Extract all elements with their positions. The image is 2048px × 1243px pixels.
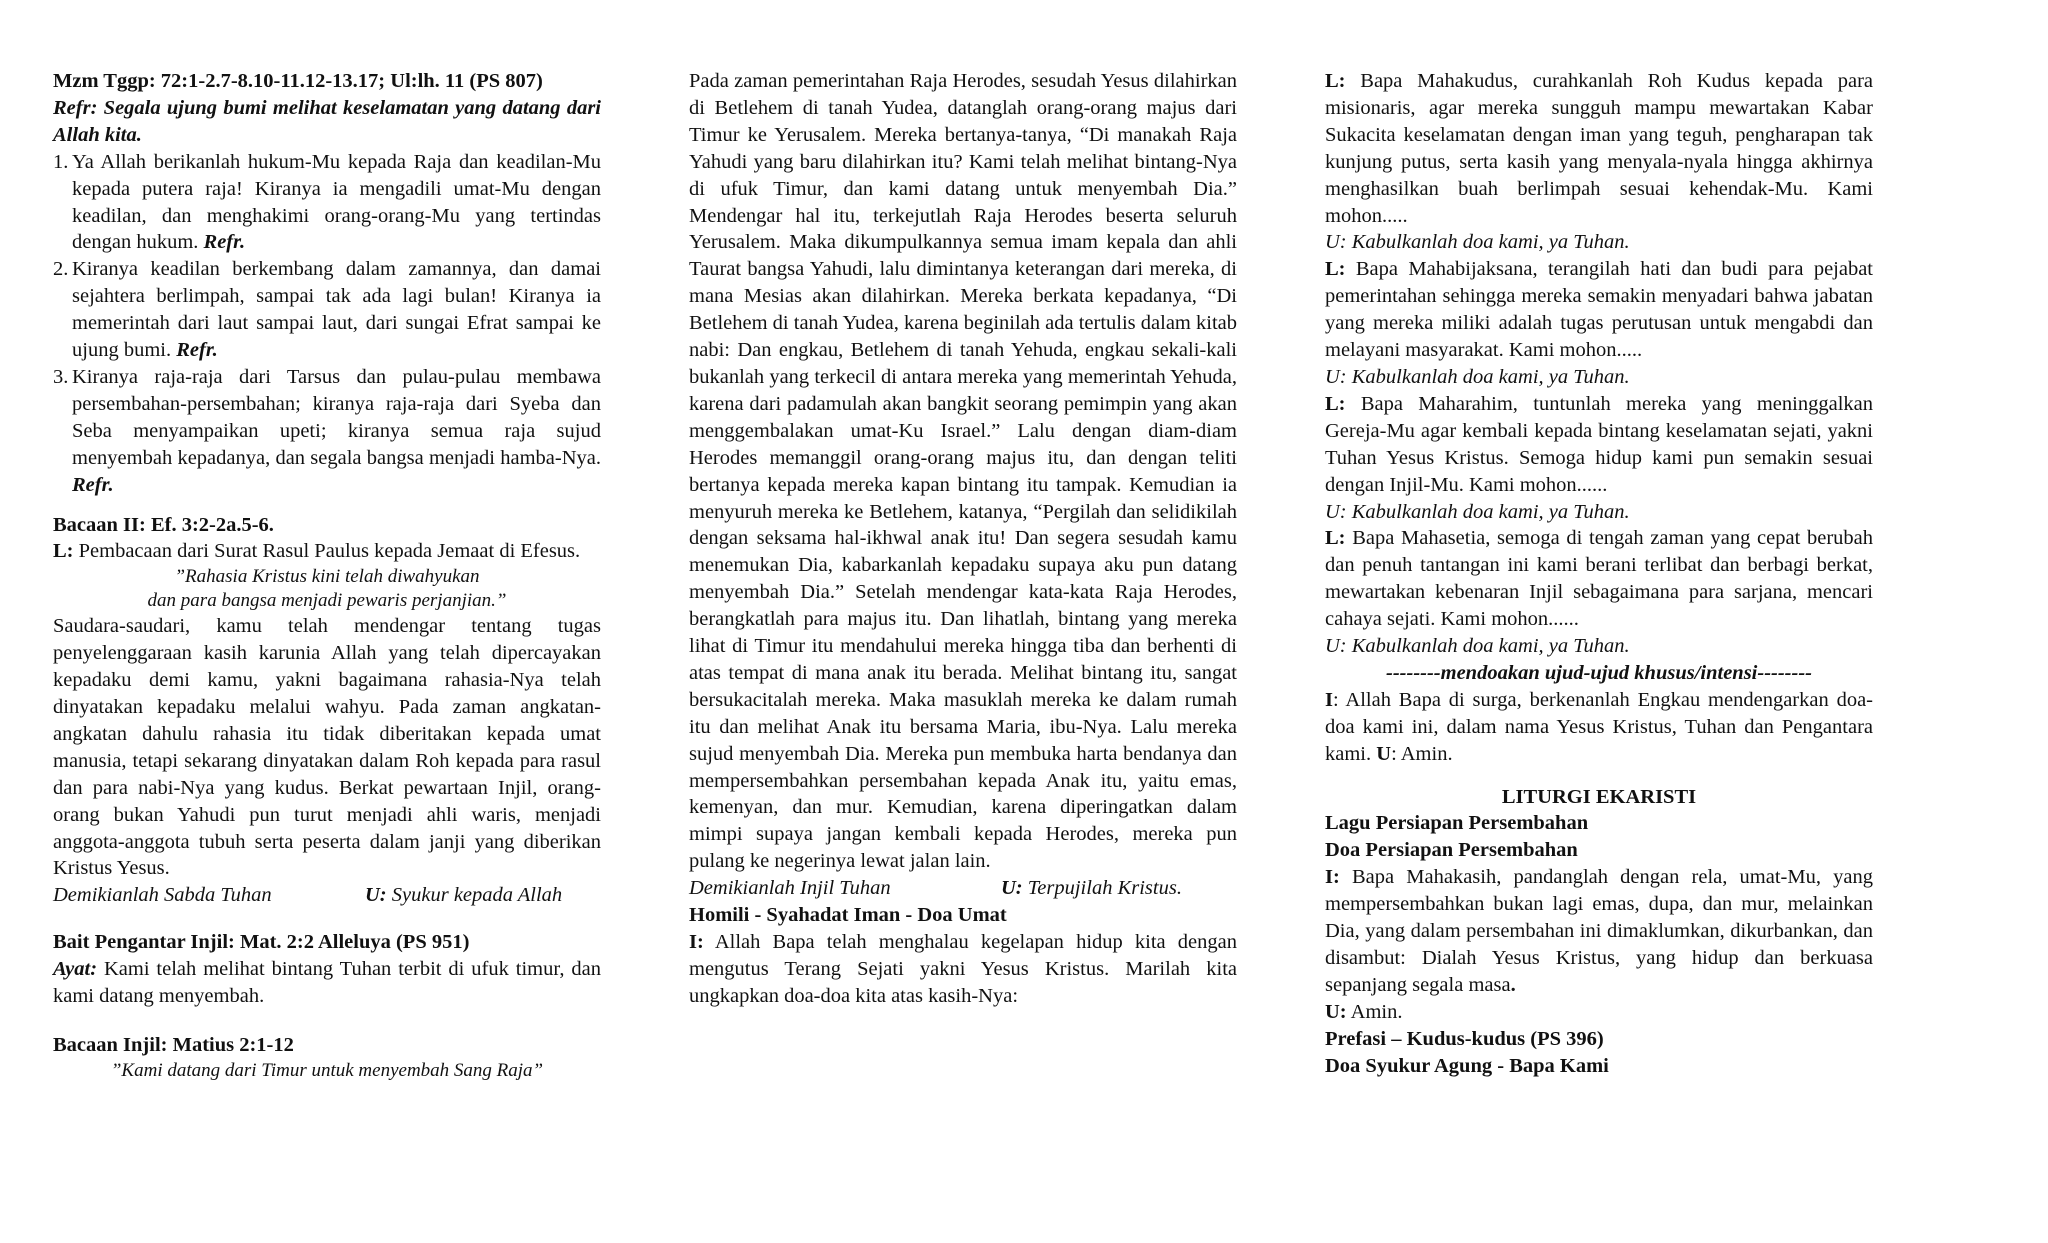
closing-prayer (1325, 687, 1873, 768)
people-label: U: (1001, 877, 1023, 900)
acclamation-heading: Bait Pengantar Injil: Mat. 2:2 Alleluya (PS 951) (53, 931, 470, 954)
verse-text: Ya Allah berikanlah hukum-Mu kepada Raja dan keadilan-Mu kepada putera raja! Kiranya ia mengadili umat-Mu dengan keadilan, dan menghakimi orang-orang-Mu yang tertindas dengan hukum. (72, 150, 601, 254)
psalm-verse (53, 364, 601, 499)
petition-text: Bapa Mahabijaksana, terangilah hati dan budi para pejabat pemerintahan sehingga mereka semakin menyadari bahwa jabatan yang mereka miliki adalah tugas perutusan untuk mengabdi dan melayani masyarakat. Kami mohon..... (1325, 258, 1874, 362)
offertory-end: . (1510, 973, 1516, 996)
people-label: U (1376, 742, 1392, 765)
lector-label: L: (1325, 392, 1346, 415)
verse-number: 1. (53, 150, 69, 173)
verse-text: Kiranya raja-raja dari Tarsus dan pulau-pulau membawa persembahan-persembahan; kiranya raja-raja dari Syeba dan Seba menyampaikan upeti; kiranya semua raja sujud menyembah kepadanya, dan segala bangsa menjadi hamba-Nya. (72, 365, 601, 469)
lector-label: L: (1325, 527, 1346, 550)
closing-prayer-text: : Allah Bapa di surga, berkenanlah Engkau mendengarkan doa-doa kami ini, dalam nama Yesus Kristus, Tuhan dan Pengantara kami. (1325, 688, 1873, 765)
reading2-closing (53, 882, 601, 909)
lector-label: L: (1325, 70, 1346, 92)
column-right (1325, 68, 1873, 1080)
preface-heading: Prefasi – Kudus-kudus (PS 396) (1325, 1027, 1604, 1050)
offertory-song: Lagu Persiapan Persembahan (1325, 812, 1589, 835)
gospel-closing (689, 875, 1237, 902)
closing-amen: : Amin. (1391, 742, 1453, 765)
reading2-closing-left: Demikianlah Sabda Tuhan (53, 884, 272, 907)
reading2-intro (53, 538, 601, 565)
gospel-quote: ”Kami datang dari Timur untuk menyembah Sang Raja” (110, 1059, 544, 1081)
petition (1325, 391, 1873, 499)
homily-heading: Homili - Syahadat Iman - Doa Umat (689, 904, 1007, 927)
psalm-heading: Mzm Tggp: 72:1-2.7-8.10-11.12-13.17; Ul:lh. 11 (PS 807) (53, 70, 543, 92)
column-middle (689, 68, 1237, 1010)
amen-text: Amin. (1350, 1000, 1403, 1023)
reading2-quote-line1: ”Rahasia Kristus kini telah diwahyukan (174, 566, 480, 588)
petition (1325, 525, 1873, 633)
reading2-quote-line2: dan para bangsa menjadi pewaris perjanjian.” (147, 590, 507, 612)
petition (1325, 256, 1873, 364)
offertory-prayer-text: Bapa Mahakasih, pandanglah dengan rela, umat-Mu, yang mempersembahkan bukan lagi emas, dupa, dan mur, melainkan Dia, yang dalam persembahan ini dimaklumkan, dikurbankan, dan disambut: Dialah Yesus Kristus, yang hidup dan berkuasa sepanjang segala masa (1325, 866, 1873, 996)
reading2-intro-text: Pembacaan dari Surat Rasul Paulus kepada Jemaat di Efesus. (78, 540, 581, 563)
gospel-closing-left: Demikianlah Injil Tuhan (689, 877, 891, 900)
psalm-refrain: Refr: Segala ujung bumi melihat keselamatan yang datang dari Allah kita. (53, 96, 601, 146)
verse-number: 2. (53, 258, 69, 281)
verse-refrain: Refr. (72, 473, 114, 496)
offertory-prayer-heading: Doa Persiapan Persembahan (1325, 839, 1578, 862)
petition-response: U: Kabulkanlah doa kami, ya Tuhan. (1325, 231, 1630, 254)
liturgy-heading: LITURGI EKARISTI (1501, 785, 1697, 808)
psalm-verse (53, 256, 601, 364)
verse-text: Kiranya keadilan berkembang dalam zamannya, dan damai sejahtera berlimpah, sampai tak ada lagi bulan! Kiranya ia memerintah dari laut sampai laut, dari sungai Efrat sampai ke ujung bumi. (72, 258, 601, 362)
people-label: U: (365, 884, 387, 907)
lector-label: L: (53, 540, 74, 563)
gospel-closing-right: Terpujilah Kristus. (1027, 877, 1182, 900)
petition-text: Bapa Mahakudus, curahkanlah Roh Kudus kepada para misionaris, agar mereka sungguh mampu mewartakan Kabar Sukacita keselamatan dengan iman yang teguh, pengharapan tak kunjung putus, serta kasih yang menyala-nyala hingga akhirnya menghasilkan buah berlimpah sesuai kehendak-Mu. Kami mohon..... (1325, 70, 1874, 227)
verse-number: 3. (53, 365, 69, 388)
acclamation-text: Kami telah melihat bintang Tuhan terbit di ufuk timur, dan kami datang menyembah. (53, 958, 602, 1008)
lector-label: L: (1325, 258, 1346, 281)
petition-text: Bapa Mahasetia, semoga di tengah zaman yang cepat berubah dan penuh tantangan ini kami berani terlibat dan berbagi berkat, mewartakan kebenaran Injil sebagaimana para sarjana, mencari cahaya sejati. Kami mohon...... (1325, 527, 1873, 631)
petition-text: Bapa Maharahim, tuntunlah mereka yang meninggalkan Gereja-Mu agar kembali kepada bintang keselamatan sejati, yakni Tuhan Yesus Kristus. Semoga hidup kami pun semakin sesuai dengan Injil-Mu. Kami mohon...... (1325, 392, 1873, 496)
priest-label: I: (1325, 866, 1340, 889)
petition (1325, 68, 1873, 229)
people-label: U: (1325, 1000, 1347, 1023)
eucharistic-prayer-heading: Doa Syukur Agung - Bapa Kami (1325, 1054, 1609, 1077)
petition-response: U: Kabulkanlah doa kami, ya Tuhan. (1325, 500, 1630, 523)
reading2-closing-right: Syukur kepada Allah (391, 884, 563, 907)
priest-label: I: (689, 931, 704, 953)
reading2-heading: Bacaan II: Ef. 3:2-2a.5-6. (53, 513, 274, 536)
priest-label: I (1325, 688, 1333, 711)
prayer-intro-text: Allah Bapa telah menghalau kegelapan hidup kita dengan mengutus Terang Sejati yakni Yesus Kristus. Marilah kita ungkapkan doa-doa kita atas kasih-Nya: (689, 931, 1237, 1007)
acclamation (53, 956, 601, 1010)
intentions-line: --------mendoakan ujud-ujud khusus/intensi-------- (1386, 661, 1812, 684)
column-left (53, 68, 601, 1083)
verse-refrain: Refr. (203, 231, 246, 254)
offertory-prayer (1325, 864, 1873, 999)
reading2-body: Saudara-saudari, kamu telah mendengar tentang tugas penyelenggaraan kasih karunia Allah yang telah dipercayakan kepadaku demi kamu, yakni bagaimana rahasia-Nya telah dinyatakan kepadaku melalui wahyu. Pada zaman angkatan-angkatan dahulu rahasia itu tidak diberitakan kepada umat manusia, tetapi sekarang dinyatakan dalam Roh kepada para rasul dan para nabi-Nya yang kudus. Berkat pewartaan Injil, orang-orang bukan Yahudi pun turut menjadi ahli waris, menjadi anggota-anggota tubuh serta peserta dalam janji yang diberikan Kristus Yesus. (53, 615, 601, 880)
verse-refrain: Refr. (176, 339, 218, 362)
gospel-heading: Bacaan Injil: Matius 2:1-12 (53, 1034, 294, 1056)
psalm-verse (53, 149, 601, 257)
petition-response: U: Kabulkanlah doa kami, ya Tuhan. (1325, 365, 1630, 388)
gospel-body: Pada zaman pemerintahan Raja Herodes, sesudah Yesus dilahirkan di Betlehem di tanah Yudea, datanglah orang-orang majus dari Timur ke Yerusalem. Mereka bertanya-tanya, “Di manakah Raja Yahudi yang baru dilahirkan itu? Kami telah melihat bintang-Nya di ufuk Timur, dan kami datang untuk menyembah Dia.” Mendengar hal itu, terkejutlah Raja Herodes beserta seluruh Yerusalem. Maka dikumpulkannya semua imam kepala dan ahli Taurat bangsa Yahudi, lalu dimintanya keterangan dari mereka, di mana Mesias akan dilahirkan. Mereka berkata kepadanya, “Di Betlehem di tanah Yudea, karena beginilah ada tertulis dalam kitab nabi: Dan engkau, Betlehem di tanah Yehuda, engkau sekali-kali bukanlah yang terkecil di antara mereka yang memerintah Yehuda, karena dari padamulah akan bangkit seorang pemimpin yang akan menggembalakan umat-Ku Israel.” Lalu dengan diam-diam Herodes memanggil orang-orang majus itu, dan dengan teliti bertanya kepada mereka kapan bintang itu tampak. Kemudian ia menyuruh mereka ke Betlehem, katanya, “Pergilah dan selidikilah dengan seksama hal-ikhwal anak itu! Dan segera sesudah kamu menemukan Dia, kabarkanlah kepadaku supaya aku pun datang menyembah Dia.” Setelah mendengar kata-kata Raja Herodes, berangkatlah para majus itu. Dan lihatlah, bintang yang mereka lihat di Timur itu mendahului mereka hingga tiba dan berhenti di atas tempat di mana anak itu berada. Melihat bintang itu, sangat bersukacitalah mereka. Maka masuklah mereka ke dalam rumah itu dan melihat Anak itu bersama Maria, ibu-Nya. Lalu mereka sujud menyembah Dia. Mereka pun membuka harta bendanya dan mempersembahkan persembahan kepada Anak itu, yaitu emas, kemenyan, dan mur. Kemudian, karena diperingatkan dalam mimpi supaya jangan kembali kepada Herodes, mereka pun pulang ke negerinya lewat jalan lain. (689, 70, 1237, 873)
petition-response: U: Kabulkanlah doa kami, ya Tuhan. (1325, 635, 1630, 658)
offertory-amen (1325, 999, 1873, 1026)
prayer-intro (689, 929, 1237, 1010)
acclamation-label: Ayat: (53, 958, 98, 981)
